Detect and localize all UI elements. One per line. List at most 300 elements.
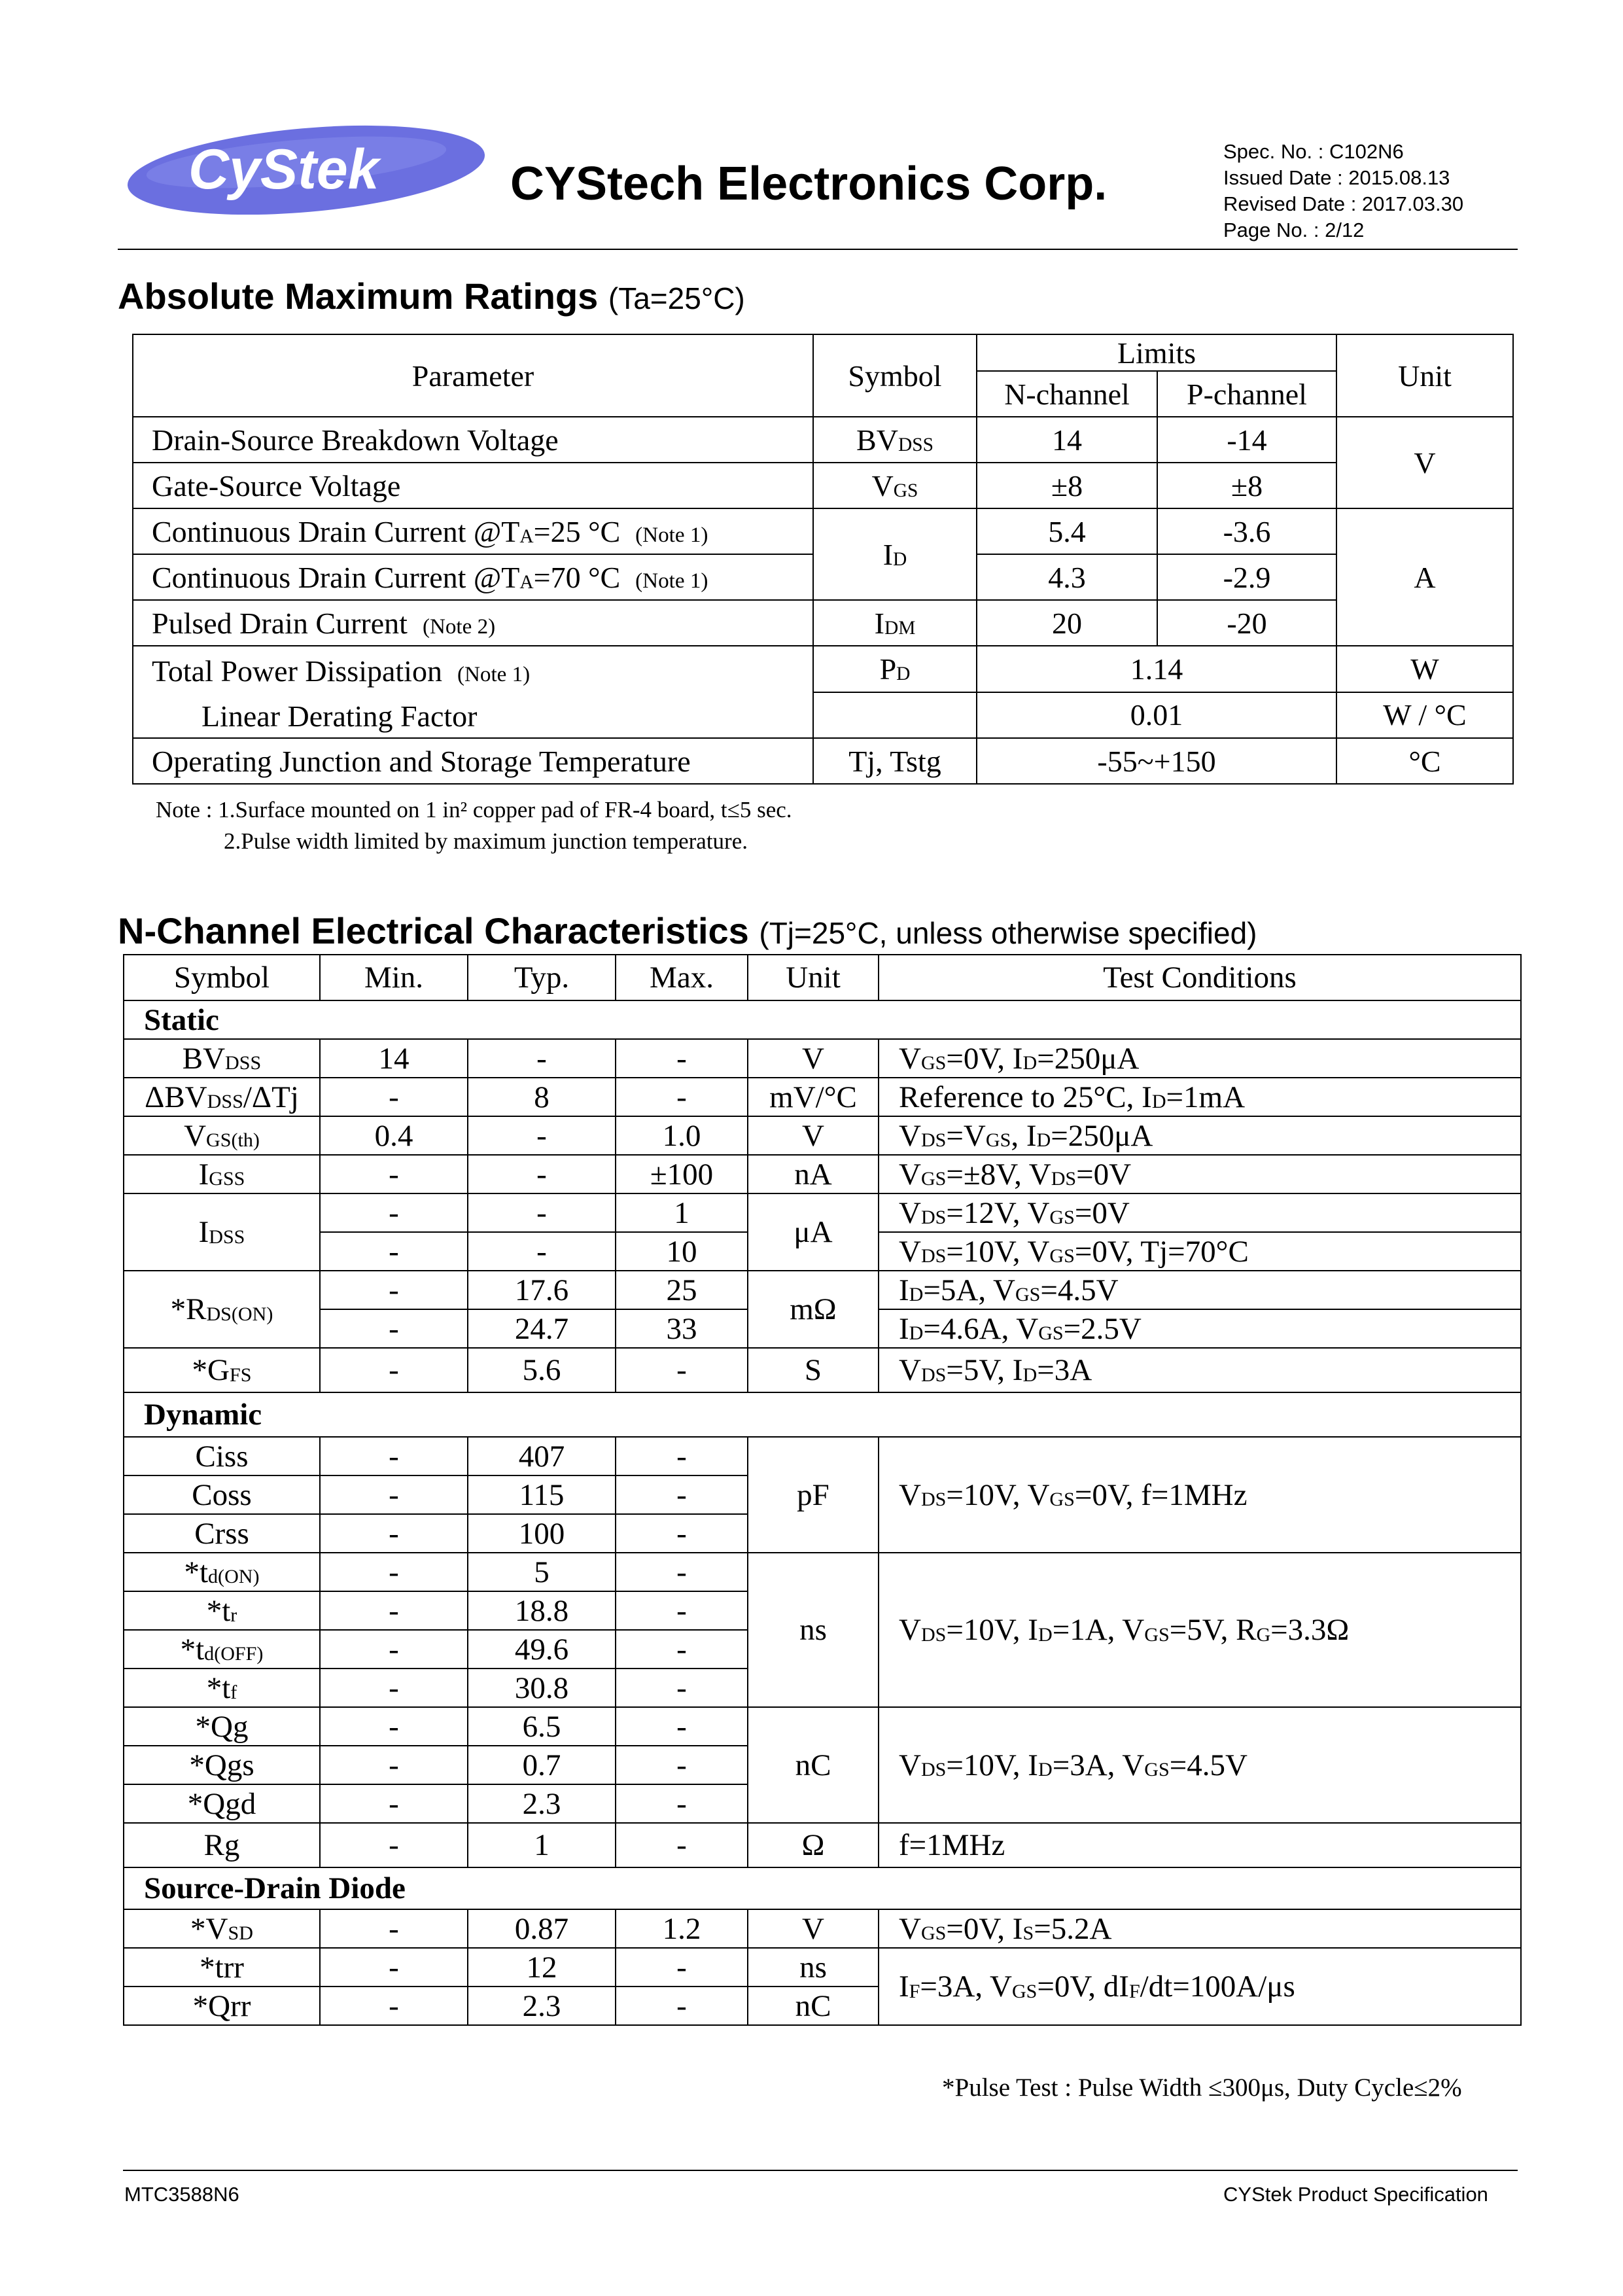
cell-text: =10V, I [946, 1748, 1038, 1782]
table-cell: 24.7 [468, 1309, 616, 1348]
table-cell: 0.87 [468, 1909, 616, 1948]
cell-text: =0V, I [946, 1911, 1023, 1946]
row-qg [124, 1707, 1521, 1746]
page-no: Page No. : 2/12 [1223, 219, 1365, 241]
footer-divider [123, 2170, 1518, 2171]
cell-text: /ΔTj [243, 1080, 299, 1114]
cell-text: DSS [898, 434, 934, 455]
table-cell: Typ. [468, 955, 616, 1000]
table-cell: 1.0 [616, 1116, 748, 1155]
table-cell: -20 [1157, 600, 1336, 646]
table-cell: 115 [468, 1475, 616, 1514]
table-cell [133, 508, 813, 554]
table-cell: Drain-Source Breakdown Voltage [133, 417, 813, 463]
cell-text: GS [1015, 1283, 1041, 1305]
table-cell [124, 1591, 320, 1630]
table-cell: *Qg [124, 1707, 320, 1746]
cell-text: =12V, V [946, 1195, 1050, 1230]
table-cell: W [1336, 646, 1513, 692]
table-cell: W / °C [1336, 692, 1513, 739]
table-cell: *Qgs [124, 1746, 320, 1784]
table-cell [879, 1948, 1521, 2025]
cell-text: =5V, I [946, 1353, 1023, 1387]
table-cell [879, 1039, 1521, 1078]
cell-text: V [899, 1234, 921, 1269]
table-cell: 2.3 [468, 1987, 616, 2025]
table-cell: - [616, 1987, 748, 2025]
cell-text: (Note 1) [635, 522, 708, 547]
amr-title: Absolute Maximum Ratings (Ta=25°C) [118, 275, 745, 317]
cell-text: GS [1038, 1322, 1064, 1344]
table-cell: ns [748, 1553, 879, 1707]
note-1: Note : 1.Surface mounted on 1 in² copper pad of FR-4 board, t≤5 sec. [156, 797, 792, 822]
unit-amp: A [1336, 508, 1513, 646]
cell-text: V [184, 1118, 207, 1153]
table-cell: pF [748, 1437, 879, 1553]
hdr-n-channel: N-channel [977, 371, 1157, 417]
row-dbvdss [124, 1078, 1521, 1116]
table-cell: - [320, 1475, 468, 1514]
table-cell: Min. [320, 955, 468, 1000]
cell-text: DS [920, 1245, 947, 1267]
table-cell [813, 646, 977, 692]
table-cell: - [616, 1553, 748, 1591]
cell-text: =5V, R [1169, 1613, 1257, 1647]
table-cell: - [616, 1707, 748, 1746]
cell-text: DS [920, 1206, 947, 1228]
table-cell: 100 [468, 1514, 616, 1553]
row-tdon [124, 1553, 1521, 1591]
cell-text: GS [1049, 1206, 1075, 1228]
amr-row-id25 [133, 508, 1513, 554]
cell-text: S [1022, 1922, 1034, 1944]
row-igss [124, 1155, 1521, 1193]
cell-text: DS [920, 1488, 947, 1510]
table-cell: - [468, 1193, 616, 1232]
table-cell: - [320, 1784, 468, 1823]
table-cell: - [616, 1823, 748, 1867]
cell-text: =V [946, 1118, 986, 1153]
row-vgsth [124, 1116, 1521, 1155]
table-cell: 1.2 [616, 1909, 748, 1948]
revised-date: Revised Date : 2017.03.30 [1223, 192, 1464, 215]
table-cell: 407 [468, 1437, 616, 1475]
cell-text: *V [190, 1911, 228, 1946]
amr-row-idm [133, 600, 1513, 646]
cell-text: D [1038, 1758, 1053, 1780]
cell-text: V [871, 468, 894, 503]
footer-part-number: MTC3588N6 [124, 2183, 239, 2206]
table-cell [879, 1909, 1521, 1948]
cell-text: *t [184, 1555, 209, 1589]
cell-text: =1A, V [1052, 1613, 1145, 1647]
hdr-p-channel: P-channel [1157, 371, 1336, 417]
cell-text: BV [182, 1041, 226, 1076]
cell-text: DS(ON) [206, 1302, 273, 1325]
table-cell: 5.6 [468, 1348, 616, 1392]
amr-row-vgs [133, 463, 1513, 508]
cell-text: V [899, 1353, 921, 1387]
cell-text: I [874, 606, 884, 640]
table-cell: 33 [616, 1309, 748, 1348]
table-cell: - [320, 1232, 468, 1271]
row-idss-1 [124, 1193, 1521, 1232]
table-cell: - [320, 1823, 468, 1867]
cell-text: D [1022, 1363, 1038, 1386]
cell-text: (Note 2) [422, 614, 496, 639]
cell-text: d(OFF) [204, 1642, 264, 1665]
cell-text: I [899, 1969, 909, 2004]
cell-text: V [899, 1477, 921, 1512]
table-cell: -55~+150 [977, 738, 1336, 784]
table-cell [879, 1155, 1521, 1193]
table-cell: *Qrr [124, 1987, 320, 2025]
cell-text: /dt=100A/μs [1140, 1969, 1295, 2004]
table-cell: Coss [124, 1475, 320, 1514]
table-cell: - [320, 1591, 468, 1630]
table-cell: - [616, 1475, 748, 1514]
row-trr [124, 1948, 1521, 1987]
cell-text: F [909, 1979, 920, 2002]
amr-row-tj [133, 738, 1513, 784]
cell-text: =0V, I [946, 1041, 1023, 1076]
cell-text: =3A, V [1052, 1748, 1145, 1782]
table-cell: - [320, 1630, 468, 1669]
table-cell: f=1MHz [879, 1823, 1521, 1867]
logo-text: CyStek [188, 138, 379, 201]
cell-text: GS [1011, 1979, 1038, 2002]
table-cell: S [748, 1348, 879, 1392]
cell-text: =4.6A, V [923, 1311, 1039, 1346]
cell-text: V [899, 1157, 921, 1192]
row-bvdss [124, 1039, 1521, 1078]
cell-text: (Note 1) [635, 568, 708, 593]
table-cell [124, 1078, 320, 1116]
cell-text: =10V, I [946, 1613, 1038, 1647]
table-cell: - [616, 1784, 748, 1823]
cell-text: =3A [1037, 1353, 1092, 1387]
cell-text: =3.3Ω [1270, 1613, 1350, 1647]
table-cell: 5.4 [977, 508, 1157, 554]
row-rg [124, 1823, 1521, 1867]
table-cell: -14 [1157, 417, 1336, 463]
table-cell: Gate-Source Voltage [133, 463, 813, 508]
table-cell: 2.3 [468, 1784, 616, 1823]
table-cell: mΩ [748, 1271, 879, 1348]
table-cell: - [616, 1078, 748, 1116]
hdr-symbol: Symbol [813, 334, 977, 417]
table-cell [879, 1116, 1521, 1155]
table-cell: nC [748, 1987, 879, 2025]
table-cell: 49.6 [468, 1630, 616, 1669]
cell-text: D [893, 548, 907, 570]
table-cell: - [320, 1669, 468, 1707]
cell-text: DSS [209, 1225, 245, 1248]
table-cell: 14 [320, 1039, 468, 1078]
cell-text: DS [1051, 1167, 1077, 1190]
amr-row-bvdss [133, 417, 1513, 463]
cell-text: GS [920, 1051, 947, 1074]
cell-text: I [899, 1311, 909, 1346]
cell-text: GS [920, 1167, 947, 1190]
cell-text: GS [1144, 1758, 1170, 1780]
cell-text: F [1128, 1979, 1140, 2002]
amr-table [132, 334, 1514, 785]
pulse-test-note: *Pulse Test : Pulse Width ≤300μs, Duty Cycle≤2% [942, 2074, 1462, 2102]
cell-text: BV [856, 423, 898, 457]
table-cell: - [320, 1987, 468, 2025]
cell-text: Reference to 25°C, I [899, 1080, 1152, 1114]
cell-text: Continuous Drain Current @T [152, 560, 520, 594]
table-cell [879, 1348, 1521, 1392]
table-cell: 1 [616, 1193, 748, 1232]
cell-text: D [896, 663, 911, 685]
table-cell [879, 1707, 1521, 1823]
hdr-limits: Limits [977, 334, 1336, 371]
table-cell [124, 1630, 320, 1669]
group-static [124, 1000, 1521, 1039]
table-cell: 25 [616, 1271, 748, 1309]
table-cell: - [320, 1193, 468, 1232]
table-cell: ±100 [616, 1155, 748, 1193]
table-cell: - [616, 1514, 748, 1553]
header-divider [118, 249, 1518, 250]
table-cell: - [616, 1630, 748, 1669]
table-cell [124, 1348, 320, 1392]
table-cell: -3.6 [1157, 508, 1336, 554]
cell-text: =0V, dI [1037, 1969, 1129, 2004]
cell-text: DM [884, 617, 916, 639]
row-rdson-1 [124, 1271, 1521, 1309]
cell-text: r [230, 1604, 237, 1626]
table-cell: ±8 [977, 463, 1157, 508]
issued-date: Issued Date : 2015.08.13 [1223, 166, 1450, 189]
cell-text: V [899, 1613, 921, 1647]
table-cell: - [616, 1591, 748, 1630]
cell-text: V [899, 1911, 921, 1946]
table-cell [124, 1909, 320, 1948]
table-cell: Symbol [124, 955, 320, 1000]
table-cell: 14 [977, 417, 1157, 463]
table-cell: 30.8 [468, 1669, 616, 1707]
table-cell [813, 417, 977, 463]
table-cell [133, 600, 813, 646]
table-cell [879, 1193, 1521, 1232]
table-cell [879, 1309, 1521, 1348]
cell-text: =70 °C [533, 560, 621, 594]
cell-text: =4.5V [1040, 1273, 1119, 1307]
row-vsd [124, 1909, 1521, 1948]
cell-text: =0V [1076, 1157, 1132, 1192]
table-cell: - [616, 1348, 748, 1392]
table-cell [813, 508, 977, 600]
cell-text: ΔBV [145, 1080, 207, 1114]
table-cell: - [320, 1309, 468, 1348]
cell-text: =1mA [1166, 1080, 1246, 1114]
cell-text: P [879, 652, 897, 686]
amr-row-pd [133, 646, 1513, 692]
cell-text: =±8V, V [946, 1157, 1051, 1192]
table-cell: 5 [468, 1553, 616, 1591]
table-cell: -2.9 [1157, 554, 1336, 600]
cell-text: A [519, 525, 534, 547]
cell-text: f [230, 1681, 237, 1703]
table-cell: Dynamic [124, 1392, 1521, 1437]
table-cell [813, 600, 977, 646]
nch-header-row [124, 955, 1521, 1000]
row-ciss [124, 1437, 1521, 1475]
table-cell: - [320, 1909, 468, 1948]
table-cell: 0.7 [468, 1746, 616, 1784]
cell-text: =250μA [1037, 1041, 1140, 1076]
table-cell: Crss [124, 1514, 320, 1553]
table-cell: - [320, 1348, 468, 1392]
cell-text: A [519, 571, 534, 593]
cell-text: D [1036, 1129, 1051, 1151]
cell-text: D [1151, 1090, 1166, 1112]
table-cell: ns [748, 1948, 879, 1987]
table-cell: 20 [977, 600, 1157, 646]
cell-text: DSS [207, 1090, 243, 1112]
group-source-drain [124, 1867, 1521, 1909]
table-cell: 8 [468, 1078, 616, 1116]
cell-text: D [1038, 1623, 1053, 1646]
table-cell: Ciss [124, 1437, 320, 1475]
cell-text: V [899, 1118, 921, 1153]
table-cell: - [320, 1746, 468, 1784]
table-cell: - [320, 1948, 468, 1987]
table-cell: 0.4 [320, 1116, 468, 1155]
cell-text: FS [229, 1363, 252, 1386]
cell-text: GS [1049, 1488, 1075, 1510]
table-cell: Unit [748, 955, 879, 1000]
table-cell: - [468, 1039, 616, 1078]
table-cell: - [468, 1232, 616, 1271]
cell-text: =25 °C [533, 514, 621, 548]
footer-spec-label: CYStek Product Specification [1223, 2183, 1488, 2206]
table-cell [879, 1271, 1521, 1309]
table-cell: Max. [616, 955, 748, 1000]
table-cell [813, 692, 977, 739]
group-dynamic [124, 1392, 1521, 1437]
table-cell: Test Conditions [879, 955, 1521, 1000]
table-cell: - [616, 1039, 748, 1078]
table-cell: Tj, Tstg [813, 738, 977, 784]
cell-text: D [1022, 1051, 1038, 1074]
cell-text: =10V, V [946, 1234, 1050, 1269]
table-cell: nA [748, 1155, 879, 1193]
table-cell [813, 463, 977, 508]
table-cell: Static [124, 1000, 1521, 1039]
cell-text: d(ON) [208, 1565, 260, 1587]
cell-text: DS [920, 1363, 947, 1386]
amr-header-row [133, 334, 1513, 371]
company-name: CYStech Electronics Corp. [510, 158, 1108, 210]
spec-no: Spec. No. : C102N6 [1223, 140, 1404, 163]
unit-volt: V [1336, 417, 1513, 508]
spec-info [1223, 139, 1463, 243]
table-cell: Operating Junction and Storage Temperature [133, 738, 813, 784]
cell-text: DSS [225, 1051, 262, 1074]
cell-text: =2.5V [1063, 1311, 1142, 1346]
cell-text: GS [985, 1129, 1011, 1151]
table-cell: μA [748, 1193, 879, 1271]
nch-table [123, 954, 1522, 2026]
note-2: 2.Pulse width limited by maximum junction temperature. [224, 828, 748, 854]
table-cell [124, 1669, 320, 1707]
table-cell [879, 1437, 1521, 1553]
table-cell: 4.3 [977, 554, 1157, 600]
cell-text: V [899, 1041, 921, 1076]
cell-text: =0V, f=1MHz [1074, 1477, 1248, 1512]
table-cell: 18.8 [468, 1591, 616, 1630]
table-cell: 10 [616, 1232, 748, 1271]
table-cell: Source-Drain Diode [124, 1867, 1521, 1909]
cell-text: Continuous Drain Current @T [152, 514, 520, 548]
table-cell: - [616, 1669, 748, 1707]
table-cell: - [616, 1437, 748, 1475]
table-cell: - [468, 1116, 616, 1155]
hdr-unit: Unit [1336, 334, 1513, 417]
table-cell: - [320, 1553, 468, 1591]
cell-text: GS(th) [206, 1129, 260, 1151]
cell-text: GS [1049, 1245, 1075, 1267]
table-cell: 6.5 [468, 1707, 616, 1746]
cell-text: Linear Derating Factor [201, 699, 478, 733]
table-cell: 17.6 [468, 1271, 616, 1309]
cell-text: =4.5V [1169, 1748, 1248, 1782]
table-cell [124, 1271, 320, 1348]
table-cell [133, 646, 813, 738]
table-cell: - [320, 1155, 468, 1193]
table-cell [879, 1232, 1521, 1271]
table-cell: *Qgd [124, 1784, 320, 1823]
table-cell [879, 1553, 1521, 1707]
cell-text: DS [920, 1623, 947, 1646]
cell-text: GSS [209, 1167, 245, 1190]
table-cell [879, 1078, 1521, 1116]
cell-text: =10V, V [946, 1477, 1050, 1512]
table-cell: - [320, 1514, 468, 1553]
table-cell: V [748, 1909, 879, 1948]
cell-text: SD [228, 1922, 253, 1944]
cell-text: GS [893, 480, 918, 501]
table-cell: ±8 [1157, 463, 1336, 508]
cell-text: =5A, V [923, 1273, 1015, 1307]
cell-text: V [899, 1195, 921, 1230]
table-cell [124, 1155, 320, 1193]
table-cell: *trr [124, 1948, 320, 1987]
table-cell [133, 554, 813, 600]
cell-text: G [1256, 1623, 1271, 1646]
cell-text: , I [1011, 1118, 1037, 1153]
table-cell: mV/°C [748, 1078, 879, 1116]
cell-text: DS [920, 1129, 947, 1151]
table-cell: 0.01 [977, 692, 1336, 739]
cell-text: I [899, 1273, 909, 1307]
cell-text: Pulsed Drain Current [152, 606, 408, 640]
cell-text: I [198, 1157, 209, 1192]
table-cell [124, 1553, 320, 1591]
cell-text: =5.2A [1034, 1911, 1112, 1946]
table-cell: - [616, 1746, 748, 1784]
row-gfs [124, 1348, 1521, 1392]
cell-text: (Note 1) [457, 662, 531, 686]
table-cell: 12 [468, 1948, 616, 1987]
cell-text: V [899, 1748, 921, 1782]
cell-text: *t [206, 1593, 231, 1628]
cell-text: =0V [1074, 1195, 1130, 1230]
